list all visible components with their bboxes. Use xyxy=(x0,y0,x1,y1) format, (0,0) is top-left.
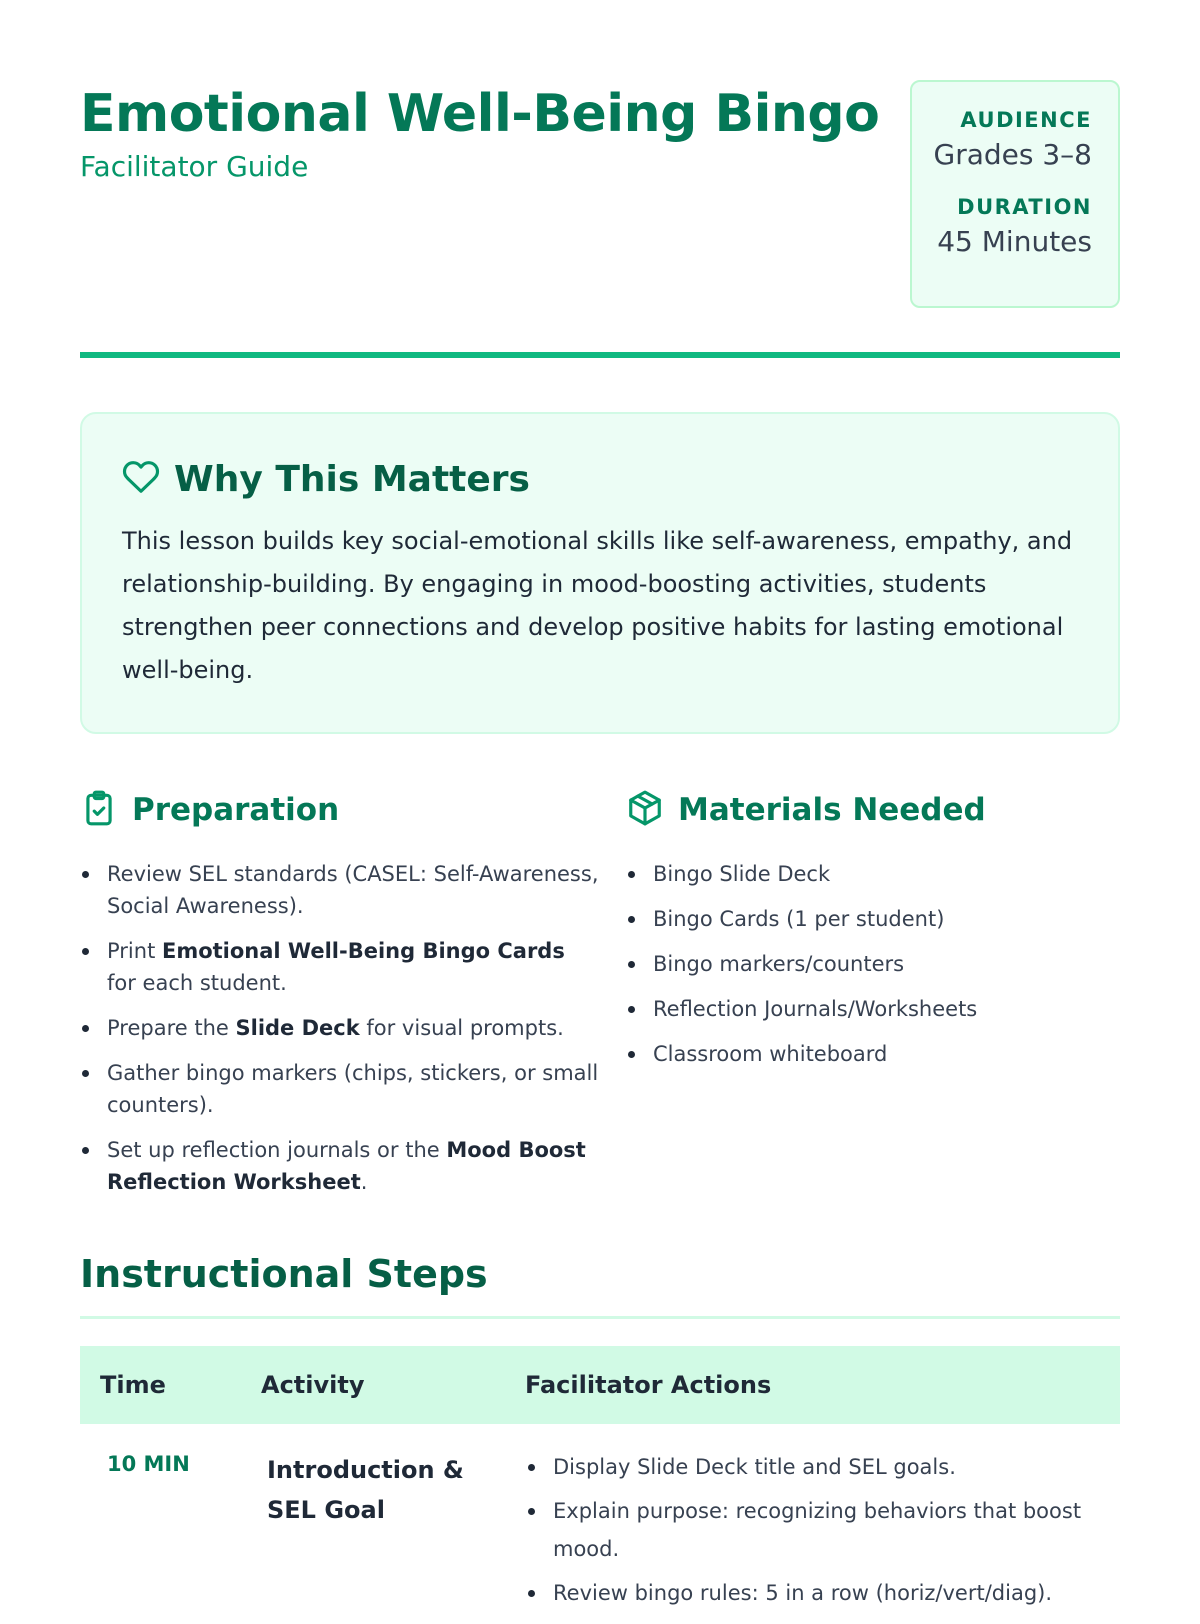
page-title: Emotional Well-Being Bingo xyxy=(80,84,880,144)
materials-list xyxy=(626,858,1126,1070)
preparation-section xyxy=(80,788,600,1211)
materials-title: Materials Needed xyxy=(678,792,986,828)
why-title: Why This Matters xyxy=(174,458,530,500)
preparation-header xyxy=(80,788,600,832)
meta-box xyxy=(910,80,1120,308)
why-header xyxy=(122,458,1078,500)
row-activity: Introduction & SEL Goal xyxy=(267,1456,464,1524)
header xyxy=(80,80,1120,310)
list-item: Review SEL standards (CASEL: Self-Awareness, Social Awareness). xyxy=(80,858,600,922)
page-subtitle: Facilitator Guide xyxy=(80,150,309,183)
steps-divider xyxy=(80,1316,1120,1319)
list-item: Classroom whiteboard xyxy=(626,1038,1126,1070)
preparation-list xyxy=(80,858,600,1198)
duration-value: 45 Minutes xyxy=(937,225,1092,258)
table-row xyxy=(80,1424,1120,1624)
list-item: Print Emotional Well-Being Bingo Cards for each student. xyxy=(80,935,600,999)
why-this-matters-card xyxy=(80,412,1120,734)
column-header-activity: Activity xyxy=(261,1371,365,1399)
table-header xyxy=(80,1346,1120,1424)
preparation-title: Preparation xyxy=(132,792,340,828)
package-icon xyxy=(626,789,664,831)
materials-section xyxy=(626,788,1126,1083)
list-item: Review bingo rules: 5 in a row (horiz/vert/diag). xyxy=(526,1574,1120,1612)
actions-list xyxy=(526,1448,1120,1612)
list-item: Bingo Slide Deck xyxy=(626,858,1126,890)
materials-header xyxy=(626,788,1126,832)
list-item: Bingo Cards (1 per student) xyxy=(626,903,1126,935)
heart-icon xyxy=(122,458,160,500)
list-item: Bingo markers/counters xyxy=(626,948,1126,980)
steps-table xyxy=(80,1346,1120,1624)
duration-label: DURATION xyxy=(957,195,1092,219)
audience-label: AUDIENCE xyxy=(960,108,1092,132)
steps-title: Instructional Steps xyxy=(80,1252,488,1296)
list-item: Prepare the Slide Deck for visual prompts. xyxy=(80,1012,600,1044)
list-item: Explain purpose: recognizing behaviors that boost mood. xyxy=(526,1492,1120,1568)
column-header-actions: Facilitator Actions xyxy=(525,1371,772,1399)
why-body: This lesson builds key social-emotional skills like self-awareness, empathy, and relationship-building. By engaging in mood-boosting activities, students strengthen peer connections and develop positive habits for lasting emotional well-being. xyxy=(122,527,1073,684)
list-item: Reflection Journals/Worksheets xyxy=(626,993,1126,1025)
clipboard-check-icon xyxy=(80,789,118,831)
audience-value: Grades 3–8 xyxy=(933,138,1092,171)
row-actions xyxy=(526,1448,1120,1618)
column-header-time: Time xyxy=(100,1371,166,1399)
list-item: Set up reflection journals or the Mood Boost Reflection Worksheet. xyxy=(80,1134,600,1198)
list-item: Display Slide Deck title and SEL goals. xyxy=(526,1448,1120,1486)
row-time: 10 MIN xyxy=(107,1452,190,1476)
list-item: Gather bingo markers (chips, stickers, or small counters). xyxy=(80,1057,600,1121)
header-divider xyxy=(80,352,1120,358)
